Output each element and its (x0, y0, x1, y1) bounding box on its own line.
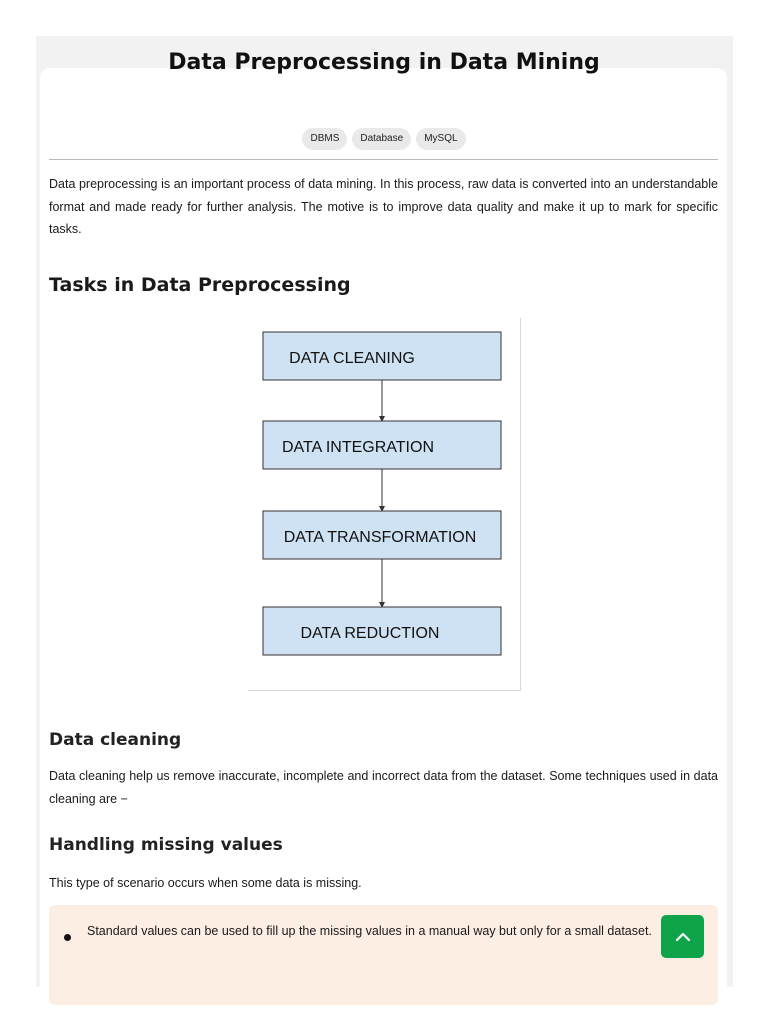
step-label: DATA REDUCTION (300, 625, 440, 642)
step-data-cleaning (263, 332, 501, 380)
step-data-integration (263, 421, 501, 469)
step-label: DATA TRANSFORMATION (283, 529, 477, 546)
tag-database[interactable]: Database (352, 128, 411, 150)
chevron-up-icon (674, 928, 692, 946)
list-item: Standard values can be used to fill up the missing values in a manual way but only for a small dataset. (87, 924, 652, 938)
data-cleaning-paragraph: Data cleaning help us remove inaccurate, incomplete and incorrect data from the dataset. Some techniques used in data cleaning are − (49, 769, 718, 806)
missing-values-paragraph: This type of scenario occurs when some data is missing. (49, 876, 362, 890)
tag-mysql[interactable]: MySQL (416, 128, 465, 150)
tag-dbms[interactable]: DBMS (302, 128, 347, 150)
step-data-transformation (263, 511, 501, 559)
intro-paragraph: Data preprocessing is an important process of data mining. In this process, raw data is converted into an understandable format and made ready for further analysis. The motive is to improve data quality and make it up to mark for specific tasks. (49, 177, 718, 236)
preprocessing-flow-diagram (248, 318, 521, 691)
article-title: Data Preprocessing in Data Mining (168, 50, 600, 75)
bullet-dot (64, 934, 71, 941)
step-label: DATA CLEANING (289, 350, 415, 367)
data-cleaning-heading: Data cleaning (49, 730, 182, 750)
missing-values-heading: Handling missing values (49, 835, 283, 855)
title-divider (49, 159, 718, 160)
step-data-reduction (263, 607, 501, 655)
tag-list (0, 128, 768, 150)
step-label: DATA INTEGRATION (281, 439, 435, 456)
tasks-heading: Tasks in Data Preprocessing (49, 274, 351, 296)
scroll-to-top-button[interactable] (661, 915, 704, 958)
